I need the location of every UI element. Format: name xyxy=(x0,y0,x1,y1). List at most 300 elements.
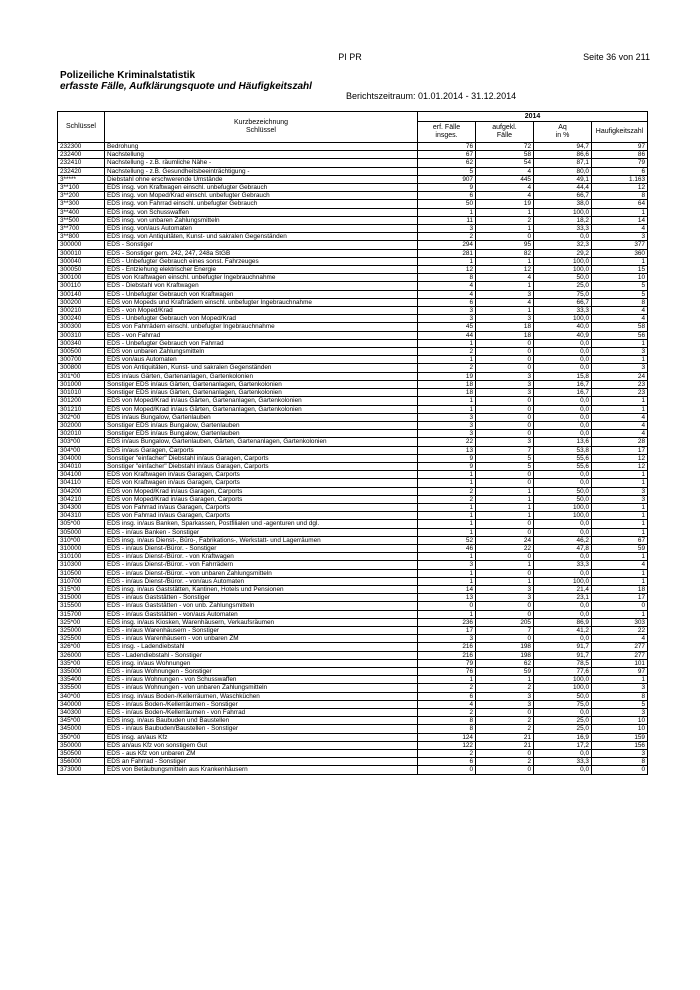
table-row xyxy=(58,659,648,667)
cell-rate: 33,3 xyxy=(534,225,592,233)
cell-recorded: 1 xyxy=(418,520,476,528)
cell-key: 301000 xyxy=(58,380,105,388)
column-header-recorded-cases: erf. Fälle insges. xyxy=(418,122,476,143)
cell-description: EDS an/aus Kfz von sonstigem Gut xyxy=(105,741,418,749)
table-row xyxy=(58,479,648,487)
cell-key: 300300 xyxy=(58,323,105,331)
cell-frequency: 12 xyxy=(592,462,648,470)
cell-rate: 23,1 xyxy=(534,594,592,602)
table-row xyxy=(58,528,648,536)
cell-frequency: 10 xyxy=(592,274,648,282)
cell-recorded: 2 xyxy=(418,487,476,495)
table-row xyxy=(58,553,648,561)
cell-rate: 66,7 xyxy=(534,192,592,200)
cell-description: EDS - in/aus Wohnungen - von Schusswaffen xyxy=(105,676,418,684)
cell-key: 300340 xyxy=(58,339,105,347)
cell-recorded: 52 xyxy=(418,536,476,544)
cell-rate: 0,0 xyxy=(534,339,592,347)
header-center: PI PR xyxy=(338,52,362,62)
cell-solved: 1 xyxy=(476,676,534,684)
cell-description: EDS - in/aus Boden-/Kellerräumen - von Fahrrad xyxy=(105,709,418,717)
cell-description: EDS insg. in/aus Boden-/Kellerräumen, Waschküchen xyxy=(105,692,418,700)
cell-rate: 16,7 xyxy=(534,389,592,397)
cell-rate: 32,3 xyxy=(534,241,592,249)
cell-solved: 1 xyxy=(476,503,534,511)
cell-frequency: 3 xyxy=(592,364,648,372)
cell-key: 325000 xyxy=(58,626,105,634)
cell-key: 3**400 xyxy=(58,208,105,216)
cell-frequency: 4 xyxy=(592,413,648,421)
cell-description: Sonstiger "einfacher" Diebstahl in/aus Garagen, Carports xyxy=(105,462,418,470)
cell-solved: 1 xyxy=(476,561,534,569)
cell-key: 356000 xyxy=(58,758,105,766)
cell-frequency: 1 xyxy=(592,553,648,561)
cell-frequency: 59 xyxy=(592,544,648,552)
cell-recorded: 13 xyxy=(418,446,476,454)
cell-recorded: 67 xyxy=(418,151,476,159)
cell-solved: 7 xyxy=(476,446,534,454)
cell-recorded: 0 xyxy=(418,602,476,610)
cell-rate: 21,4 xyxy=(534,585,592,593)
cell-frequency: 97 xyxy=(592,668,648,676)
cell-solved: 0 xyxy=(476,520,534,528)
cell-frequency: 3 xyxy=(592,684,648,692)
cell-recorded: 2 xyxy=(418,750,476,758)
cell-frequency: 277 xyxy=(592,651,648,659)
cell-solved: 0 xyxy=(476,635,534,643)
cell-rate: 0,0 xyxy=(534,471,592,479)
cell-recorded: 2 xyxy=(418,684,476,692)
cell-rate: 75,0 xyxy=(534,290,592,298)
cell-rate: 87,1 xyxy=(534,159,592,167)
column-header-solved-cases: aufgekl. Fälle xyxy=(476,122,534,143)
table-row xyxy=(58,143,648,151)
cell-recorded: 8 xyxy=(418,725,476,733)
cell-description: EDS insg. von/aus Automaten xyxy=(105,225,418,233)
cell-solved: 3 xyxy=(476,315,534,323)
cell-frequency: 303 xyxy=(592,618,648,626)
cell-key: 340300 xyxy=(58,709,105,717)
table-row xyxy=(58,225,648,233)
cell-rate: 0,0 xyxy=(534,233,592,241)
cell-frequency: 4 xyxy=(592,421,648,429)
cell-recorded: 1 xyxy=(418,512,476,520)
cell-frequency: 1 xyxy=(592,577,648,585)
cell-key: 300800 xyxy=(58,364,105,372)
table-row xyxy=(58,233,648,241)
cell-rate: 0,0 xyxy=(534,479,592,487)
cell-solved: 54 xyxy=(476,159,534,167)
cell-frequency: 15 xyxy=(592,266,648,274)
cell-recorded: 3 xyxy=(418,430,476,438)
cell-description: EDS - Unbefugter Gebrauch eines sonst. Fahrzeuges xyxy=(105,257,418,265)
cell-recorded: 3 xyxy=(418,413,476,421)
cell-frequency: 3 xyxy=(592,348,648,356)
table-row xyxy=(58,208,648,216)
table-row xyxy=(58,495,648,503)
table-row xyxy=(58,274,648,282)
cell-solved: 0 xyxy=(476,356,534,364)
cell-description: EDS - Ladendiebstahl - Sonstiger xyxy=(105,651,418,659)
cell-description: EDS von Fahrrädern einschl. unbefugter Ingebrauchnahme xyxy=(105,323,418,331)
cell-solved: 95 xyxy=(476,241,534,249)
cell-frequency: 1 xyxy=(592,512,648,520)
table-row xyxy=(58,413,648,421)
cell-rate: 17,2 xyxy=(534,741,592,749)
cell-frequency: 1 xyxy=(592,471,648,479)
cell-key: 304200 xyxy=(58,487,105,495)
cell-rate: 100,0 xyxy=(534,577,592,585)
cell-rate: 25,0 xyxy=(534,717,592,725)
cell-frequency: 1 xyxy=(592,356,648,364)
cell-solved: 0 xyxy=(476,421,534,429)
cell-recorded: 3 xyxy=(418,315,476,323)
table-row xyxy=(58,241,648,249)
cell-recorded: 50 xyxy=(418,200,476,208)
cell-key: 300140 xyxy=(58,290,105,298)
cell-key: 3**300 xyxy=(58,200,105,208)
table-row xyxy=(58,348,648,356)
cell-solved: 58 xyxy=(476,151,534,159)
cell-rate: 91,7 xyxy=(534,651,592,659)
cell-rate: 100,0 xyxy=(534,315,592,323)
cell-rate: 47,8 xyxy=(534,544,592,552)
cell-frequency: 3 xyxy=(592,495,648,503)
cell-frequency: 1 xyxy=(592,339,648,347)
cell-recorded: 294 xyxy=(418,241,476,249)
cell-rate: 44,4 xyxy=(534,184,592,192)
cell-recorded: 6 xyxy=(418,758,476,766)
cell-solved: 198 xyxy=(476,651,534,659)
cell-key: 325*00 xyxy=(58,618,105,626)
cell-description: EDS von Fahrrad in/aus Garagen, Carports xyxy=(105,503,418,511)
cell-key: 232420 xyxy=(58,167,105,175)
cell-rate: 16,9 xyxy=(534,733,592,741)
cell-description: EDS - Diebstahl von Kraftwagen xyxy=(105,282,418,290)
cell-key: 345000 xyxy=(58,725,105,733)
cell-rate: 0,0 xyxy=(534,766,592,774)
cell-key: 3**500 xyxy=(58,216,105,224)
cell-rate: 0,0 xyxy=(534,569,592,577)
table-row xyxy=(58,487,648,495)
cell-rate: 91,7 xyxy=(534,643,592,651)
cell-solved: 2 xyxy=(476,758,534,766)
cell-solved: 22 xyxy=(476,544,534,552)
table-row xyxy=(58,151,648,159)
cell-key: 326*00 xyxy=(58,643,105,651)
cell-frequency: 4 xyxy=(592,225,648,233)
cell-rate: 100,0 xyxy=(534,684,592,692)
cell-solved: 3 xyxy=(476,594,534,602)
cell-frequency: 3 xyxy=(592,750,648,758)
cell-frequency: 1 xyxy=(592,676,648,684)
cell-frequency: 24 xyxy=(592,372,648,380)
cell-recorded: 5 xyxy=(418,167,476,175)
cell-key: 305*00 xyxy=(58,520,105,528)
cell-key: 300200 xyxy=(58,298,105,306)
cell-frequency: 17 xyxy=(592,594,648,602)
cell-description: EDS in/aus Gärten, Gartenanlagen, Gartenkolonien xyxy=(105,372,418,380)
cell-rate: 13,6 xyxy=(534,438,592,446)
cell-recorded: 1 xyxy=(418,528,476,536)
cell-rate: 94,7 xyxy=(534,143,592,151)
cell-solved: 59 xyxy=(476,668,534,676)
cell-description: EDS - in/aus Wohnungen - Sonstiger xyxy=(105,668,418,676)
cell-solved: 1 xyxy=(476,512,534,520)
cell-key: 304100 xyxy=(58,471,105,479)
cell-rate: 100,0 xyxy=(534,512,592,520)
cell-solved: 0 xyxy=(476,397,534,405)
cell-recorded: 1 xyxy=(418,479,476,487)
cell-solved: 21 xyxy=(476,741,534,749)
table-row xyxy=(58,544,648,552)
cell-recorded: 79 xyxy=(418,659,476,667)
cell-rate: 29,2 xyxy=(534,249,592,257)
cell-description: EDS - aus Kfz von unbaren ZM xyxy=(105,750,418,758)
cell-key: 3***** xyxy=(58,175,105,183)
cell-solved: 4 xyxy=(476,274,534,282)
cell-recorded: 22 xyxy=(418,438,476,446)
table-row xyxy=(58,290,648,298)
cell-description: EDS - in/aus Baubuden/Baustellen - Sonstiger xyxy=(105,725,418,733)
cell-frequency: 1 xyxy=(592,257,648,265)
cell-recorded: 4 xyxy=(418,700,476,708)
cell-key: 340*00 xyxy=(58,692,105,700)
cell-solved: 18 xyxy=(476,331,534,339)
cell-solved: 0 xyxy=(476,709,534,717)
cell-solved: 1 xyxy=(476,487,534,495)
cell-solved: 0 xyxy=(476,553,534,561)
table-row xyxy=(58,397,648,405)
cell-rate: 25,0 xyxy=(534,282,592,290)
cell-description: EDS - in/aus Gaststätten - von unb. Zahlungsmitteln xyxy=(105,602,418,610)
cell-solved: 445 xyxy=(476,175,534,183)
cell-recorded: 11 xyxy=(418,216,476,224)
cell-solved: 0 xyxy=(476,766,534,774)
page-number: Seite 36 von 211 xyxy=(583,52,650,62)
cell-recorded: 1 xyxy=(418,471,476,479)
cell-frequency: 1 xyxy=(592,569,648,577)
cell-rate: 0,0 xyxy=(534,364,592,372)
cell-frequency: 159 xyxy=(592,733,648,741)
table-row xyxy=(58,668,648,676)
cell-frequency: 14 xyxy=(592,216,648,224)
table-row xyxy=(58,766,648,774)
table-row xyxy=(58,725,648,733)
cell-description: EDS von Moped/Krad in/aus Garagen, Carports xyxy=(105,487,418,495)
cell-description: EDS an Fahrrad - Sonstiger xyxy=(105,758,418,766)
cell-recorded: 9 xyxy=(418,184,476,192)
cell-solved: 2 xyxy=(476,684,534,692)
cell-frequency: 5 xyxy=(592,282,648,290)
cell-recorded: 13 xyxy=(418,594,476,602)
table-row xyxy=(58,331,648,339)
cell-solved: 7 xyxy=(476,626,534,634)
table-row xyxy=(58,446,648,454)
cell-frequency: 12 xyxy=(592,454,648,462)
cell-frequency: 4 xyxy=(592,635,648,643)
cell-description: EDS in/aus Garagen, Carports xyxy=(105,446,418,454)
table-row xyxy=(58,372,648,380)
cell-key: 232410 xyxy=(58,159,105,167)
cell-frequency: 10 xyxy=(592,725,648,733)
cell-key: 300100 xyxy=(58,274,105,282)
cell-rate: 100,0 xyxy=(534,266,592,274)
cell-description: Nachstellung - z.B. Gesundheitsbeeinträchtigung - xyxy=(105,167,418,175)
table-row xyxy=(58,577,648,585)
cell-frequency: 4 xyxy=(592,430,648,438)
cell-recorded: 2 xyxy=(418,709,476,717)
cell-frequency: 8 xyxy=(592,298,648,306)
cell-frequency: 277 xyxy=(592,643,648,651)
table-row xyxy=(58,192,648,200)
cell-rate: 80,0 xyxy=(534,167,592,175)
cell-frequency: 3 xyxy=(592,709,648,717)
cell-rate: 78,5 xyxy=(534,659,592,667)
statistics-table xyxy=(57,111,648,775)
cell-frequency: 64 xyxy=(592,200,648,208)
table-row xyxy=(58,643,648,651)
table-row xyxy=(58,741,648,749)
table-row xyxy=(58,651,648,659)
table-row xyxy=(58,569,648,577)
cell-solved: 0 xyxy=(476,348,534,356)
cell-key: 304010 xyxy=(58,462,105,470)
cell-recorded: 6 xyxy=(418,298,476,306)
cell-description: Diebstahl ohne erschwerende Umstände xyxy=(105,175,418,183)
cell-description: EDS - von Moped/Krad xyxy=(105,307,418,315)
cell-description: EDS von Betäubungsmitteln aus Krankenhäusern xyxy=(105,766,418,774)
table-row xyxy=(58,635,648,643)
cell-description: EDS von Kraftwagen in/aus Garagen, Carports xyxy=(105,479,418,487)
cell-frequency: 12 xyxy=(592,184,648,192)
cell-solved: 5 xyxy=(476,462,534,470)
cell-key: 315500 xyxy=(58,602,105,610)
cell-recorded: 1 xyxy=(418,553,476,561)
cell-frequency: 8 xyxy=(592,758,648,766)
cell-description: EDS von Moped/Krad in/aus Garagen, Carports xyxy=(105,495,418,503)
cell-rate: 0,0 xyxy=(534,709,592,717)
cell-key: 310500 xyxy=(58,569,105,577)
table-row xyxy=(58,717,648,725)
cell-solved: 0 xyxy=(476,413,534,421)
cell-rate: 33,3 xyxy=(534,758,592,766)
table-row xyxy=(58,602,648,610)
cell-key: 300110 xyxy=(58,282,105,290)
cell-recorded: 76 xyxy=(418,143,476,151)
cell-recorded: 3 xyxy=(418,421,476,429)
cell-rate: 0,0 xyxy=(534,348,592,356)
cell-recorded: 45 xyxy=(418,323,476,331)
cell-solved: 0 xyxy=(476,569,534,577)
cell-description: EDS - in/aus Boden-/Kellerräumen - Sonstiger xyxy=(105,700,418,708)
cell-description: EDS von Fahrrad in/aus Garagen, Carports xyxy=(105,512,418,520)
cell-recorded: 46 xyxy=(418,544,476,552)
cell-key: 326000 xyxy=(58,651,105,659)
cell-description: EDS insg. in/aus Baubuden und Baustellen xyxy=(105,717,418,725)
cell-rate: 49,1 xyxy=(534,175,592,183)
cell-rate: 0,0 xyxy=(534,397,592,405)
cell-frequency: 1 xyxy=(592,503,648,511)
cell-recorded: 124 xyxy=(418,733,476,741)
cell-recorded: 18 xyxy=(418,389,476,397)
cell-key: 3**700 xyxy=(58,225,105,233)
cell-solved: 4 xyxy=(476,167,534,175)
cell-solved: 62 xyxy=(476,659,534,667)
cell-rate: 100,0 xyxy=(534,503,592,511)
cell-solved: 3 xyxy=(476,389,534,397)
cell-rate: 15,8 xyxy=(534,372,592,380)
cell-description: EDS - in/aus Dienst-/Büror. - von/aus Automaten xyxy=(105,577,418,585)
cell-rate: 86,9 xyxy=(534,618,592,626)
cell-rate: 86,6 xyxy=(534,151,592,159)
cell-description: EDS insg. - Ladendiebstahl xyxy=(105,643,418,651)
cell-description: EDS insg. von Schusswaffen xyxy=(105,208,418,216)
cell-key: 301010 xyxy=(58,389,105,397)
cell-frequency: 22 xyxy=(592,626,648,634)
cell-solved: 18 xyxy=(476,323,534,331)
cell-frequency: 1 xyxy=(592,520,648,528)
cell-key: 304210 xyxy=(58,495,105,503)
table-row xyxy=(58,405,648,413)
cell-frequency: 1 xyxy=(592,610,648,618)
cell-rate: 100,0 xyxy=(534,257,592,265)
cell-rate: 50,0 xyxy=(534,487,592,495)
cell-description: EDS in/aus Bungalow, Gartenlauben xyxy=(105,413,418,421)
cell-frequency: 1.163 xyxy=(592,175,648,183)
cell-description: EDS - Unbefugter Gebrauch von Fahrrad xyxy=(105,339,418,347)
cell-key: 305000 xyxy=(58,528,105,536)
table-row xyxy=(58,159,648,167)
table-row xyxy=(58,626,648,634)
cell-key: 340000 xyxy=(58,700,105,708)
cell-recorded: 2 xyxy=(418,495,476,503)
cell-rate: 75,0 xyxy=(534,700,592,708)
cell-description: EDS - in/aus Gaststätten - von/aus Automaten xyxy=(105,610,418,618)
cell-solved: 3 xyxy=(476,692,534,700)
cell-solved: 0 xyxy=(476,750,534,758)
cell-description: EDS insg. von Moped/Krad einschl. unbefugter Gebrauch xyxy=(105,192,418,200)
cell-recorded: 2 xyxy=(418,348,476,356)
document-subtitle: erfasste Fälle, Aufklärungsquote und Häufigkeitszahl xyxy=(60,81,312,92)
cell-key: 302000 xyxy=(58,421,105,429)
cell-recorded: 1 xyxy=(418,208,476,216)
cell-rate: 50,0 xyxy=(534,274,592,282)
cell-description: EDS insg. in/aus Dienst-, Büro-, Fabrikations-, Werkstatt- und Lagerräumen xyxy=(105,536,418,544)
cell-description: EDS von/aus Automaten xyxy=(105,356,418,364)
cell-description: EDS - in/aus Dienst-/Büror. - von Fahrrädern xyxy=(105,561,418,569)
cell-rate: 33,3 xyxy=(534,307,592,315)
cell-key: 300240 xyxy=(58,315,105,323)
cell-rate: 53,8 xyxy=(534,446,592,454)
cell-solved: 2 xyxy=(476,725,534,733)
cell-solved: 0 xyxy=(476,479,534,487)
cell-key: 301*00 xyxy=(58,372,105,380)
cell-frequency: 1 xyxy=(592,405,648,413)
cell-frequency: 5 xyxy=(592,700,648,708)
cell-solved: 0 xyxy=(476,339,534,347)
table-row xyxy=(58,618,648,626)
table-row xyxy=(58,339,648,347)
cell-recorded: 907 xyxy=(418,175,476,183)
cell-solved: 1 xyxy=(476,282,534,290)
cell-solved: 24 xyxy=(476,536,534,544)
cell-frequency: 360 xyxy=(592,249,648,257)
cell-rate: 55,6 xyxy=(534,462,592,470)
cell-solved: 1 xyxy=(476,307,534,315)
cell-key: 302010 xyxy=(58,430,105,438)
cell-recorded: 76 xyxy=(418,668,476,676)
